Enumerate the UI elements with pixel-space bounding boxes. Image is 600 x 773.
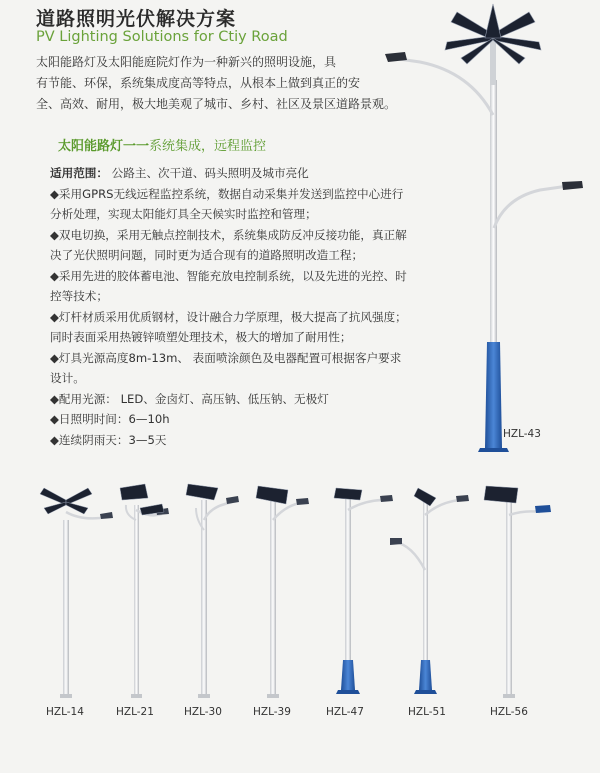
feature-line: ◆连续阴雨天：3—5天 (50, 432, 167, 447)
solar-panel-array (445, 4, 541, 85)
product-label-main: HZL-43 (503, 428, 541, 440)
product-label: HZL-56 (490, 706, 528, 718)
section-title-main: 太阳能路灯一一 (58, 139, 150, 154)
intro-line: 太阳能路灯及太阳能庭院灯作为一种新兴的照明设施，具 (36, 55, 337, 69)
feature-line: ◆采用GPRS无线远程监控系统，数据自动采集并发送到监控中心进行 (50, 186, 404, 201)
feature-line: ◆灯具光源高度8m-13m、 表面喷涂颜色及电器配置可根据客户要求 (50, 350, 402, 365)
pole-hzl-51 (390, 488, 469, 694)
pole-hzl-21 (120, 484, 169, 698)
pole-hzl-43 (385, 4, 583, 452)
feature-line: ◆日照明时间：6—10h (50, 412, 170, 426)
product-label: HZL-30 (184, 706, 222, 718)
feature-line: 同时表面采用热镀锌喷塑处理技术，极大的增加了耐用性； (50, 330, 352, 344)
pole-hzl-47 (334, 488, 393, 694)
feature-line: 设计。 (50, 371, 85, 385)
feature-line: ◆采用先进的胶体蓄电池、智能充放电控制系统，以及先进的光控、时 (50, 268, 407, 283)
scope-label: 适用范围： (50, 166, 108, 180)
intro-line: 有节能、环保，系统集成度高等特点，从根本上做到真正的安 (36, 76, 361, 90)
feature-line: ◆双电切换，采用无触点控制技术，系统集成防反冲反接功能，真正解 (50, 227, 407, 242)
pole-hzl-30 (186, 484, 239, 698)
feature-line: ◆配用光源： LED、金卤灯、高压钠、低压钠、无极灯 (50, 391, 329, 406)
feature-line: ◆灯杆材质采用优质钢材，设计融合力学原理，极大提高了抗风强度； (50, 309, 407, 324)
page-title-english: PV Lighting Solutions for Ctiy Road (36, 29, 288, 45)
product-label: HZL-51 (408, 706, 446, 718)
product-label: HZL-47 (326, 706, 364, 718)
product-label: HZL-21 (116, 706, 154, 718)
feature-line: 分析处理，实现太阳能灯具全天候实时监控和管理； (50, 207, 317, 221)
scope-text: 公路主、次干道、码头照明及城市亮化 (111, 166, 309, 180)
section-title-sub: 系统集成，远程监控 (149, 139, 267, 154)
intro-line: 全、高效、耐用，极大地美观了城市、乡村、社区及景区道路景观。 (36, 97, 397, 111)
pole-hzl-14 (40, 488, 113, 698)
page-title: 道路照明光伏解决方案 (36, 8, 237, 30)
feature-line: 决了光伏照明问题，同时更为适合现有的道路照明改造工程； (50, 248, 364, 262)
product-label: HZL-39 (253, 706, 291, 718)
pole-hzl-39 (256, 486, 309, 698)
pole-hzl-56 (484, 486, 551, 698)
feature-line: 控等技术； (50, 289, 108, 303)
product-label: HZL-14 (46, 706, 84, 718)
